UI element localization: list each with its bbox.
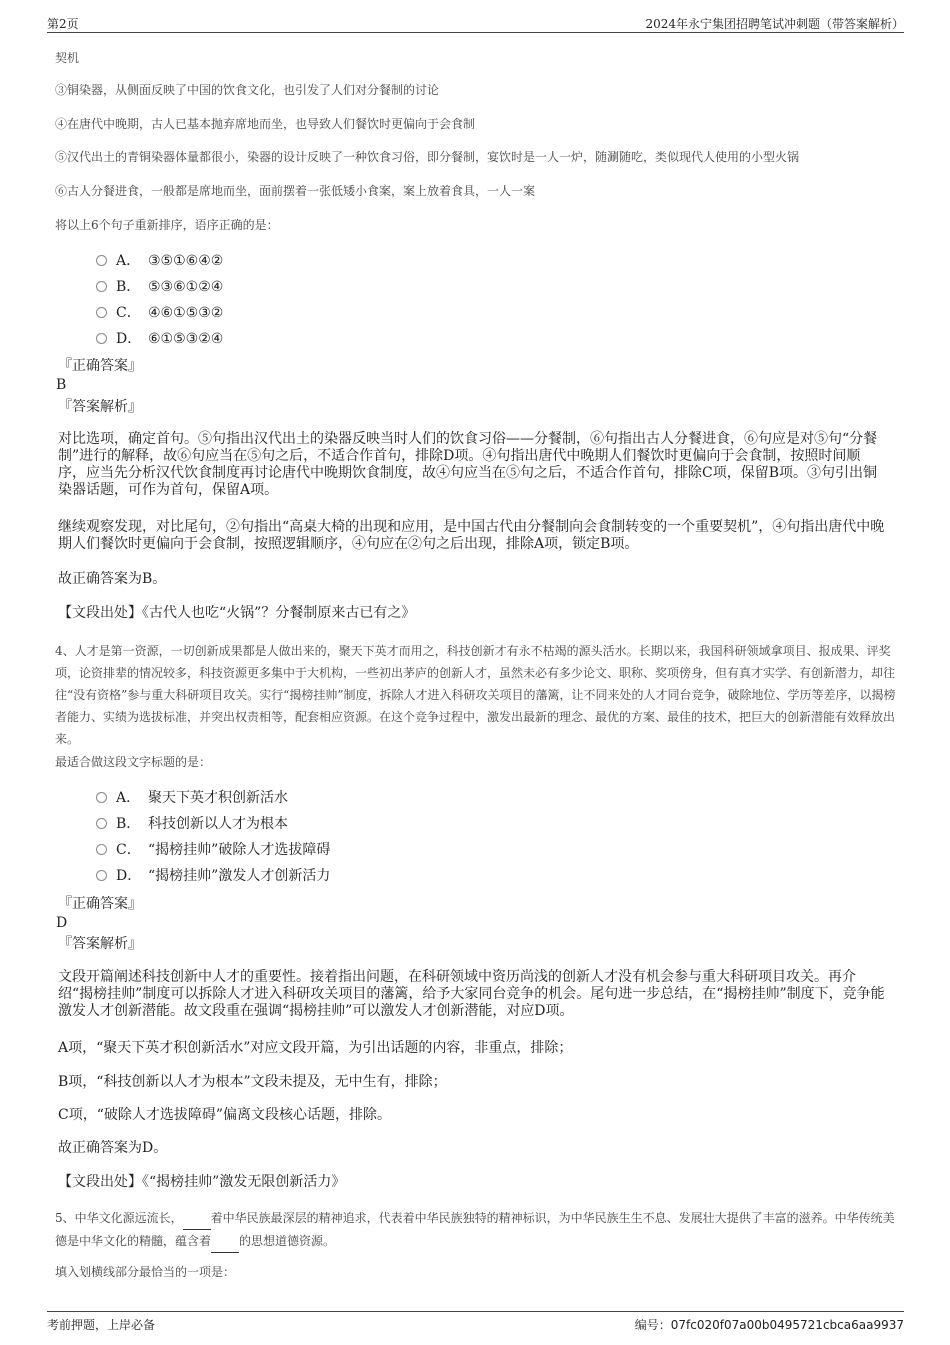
q4-analysis-label: 『答案解析』 [58,936,142,952]
q3-sentence-3: ③铜染器，从侧面反映了中国的饮食文化，也引发了人们对分餐制的讨论 [55,83,440,97]
q3-sentence-5: ⑤汉代出土的青铜染器体量都很小，染器的设计反映了一种饮食习俗，即分餐制，宴饮时是一人一炉，随涮随吃，类似现代人使用的小型火锅 [55,150,800,164]
q4-source: 【文段出处】《“揭榜挂帅”激发无限创新活力》 [58,1174,346,1190]
document-title: 2024年永宁集团招聘笔试冲刺题（带答案解析） [645,17,904,31]
q3-analysis-paragraph-2: 继续观察发现，对比尾句，②句指出“高桌大椅的出现和应用，是中国古代由分餐制向会食制转变的一个重要契机”，④句指出唐代中晚期人们餐饮时更偏向于会食制，按照逻辑顺序，④句应在②句之后出现，排除A项，锁定B项。 [58,519,885,552]
q5-blank-1[interactable] [183,1207,211,1230]
page-header [47,12,904,33]
q3-source: 【文段出处】《古代人也吃“火锅”？分餐制原来古已有之》 [58,605,416,621]
q4-answer: D [56,915,68,931]
q3-option-c[interactable]: C． ④⑥①⑤③② [96,303,223,323]
page-footer [47,1311,904,1334]
q4-option-b[interactable]: B． 科技创新以人才为根本 [96,814,288,834]
radio-icon[interactable] [96,792,107,803]
radio-icon[interactable] [96,307,107,318]
radio-icon[interactable] [96,844,107,855]
q3-option-d[interactable]: D． ⑥①⑤③②④ [96,329,223,349]
q4-prompt: 最适合做这段文字标题的是： [55,755,212,769]
q5-prompt: 填入划横线部分最恰当的一项是： [55,1265,236,1279]
footer-slogan: 考前押题，上岸必备 [47,1318,156,1332]
q4-analysis-option-a: A项，“聚天下英才积创新活水”对应文段开篇，为引出话题的内容，非重点，排除； [58,1040,573,1056]
q4-option-a[interactable]: A． 聚天下英才积创新活水 [96,788,288,808]
q3-option-a[interactable]: A． ③⑤①⑥④② [96,251,223,271]
q3-answer-label: 『正确答案』 [58,358,142,374]
q3-sentence-4: ④在唐代中晚期，古人已基本抛弃席地而坐，也导致人们餐饮时更偏向于会食制 [55,117,476,131]
q4-answer-label: 『正确答案』 [58,896,142,912]
page-number: 第2页 [47,17,79,31]
q4-conclusion: 故正确答案为D。 [58,1140,168,1156]
document-code: 07fc020f07a00b0495721cbca6aa9937 [670,1318,904,1332]
q5-stem: 5、中华文化源远流长， 着中华民族最深层的精神追求，代表着中华民族独特的精神标识，为中华民族生生不息、发展壮大提供了丰富的滋养。中华传统美德是中华文化的精髓，蕴含着 的思想道德资源。 [55,1207,897,1253]
q4-stem: 4、人才是第一资源，一切创新成果都是人做出来的，聚天下英才而用之，科技创新才有永不枯竭的源头活水。长期以来，我国科研领域拿项目、报成果、评奖项，论资排辈的情况较多，科技资源更多集中于大机构，一些初出茅庐的创新人才，虽然未必有多少论文、职称、奖项傍身，但有真才实学、有创新潜力，却往往“没有资格”参与重大科研项目攻关。实行“揭榜挂帅”制度，拆除人才进入科研攻关项目的藩篱，让不同来处的人才同台竞争，破除地位、学历等差序，以揭榜者能力、实绩为选拔标准，并突出权责相等，配套相应资源。在这个竞争过程中，激发出最新的理念、最优的方案、最佳的技术，把巨大的创新潜能有效释放出来。 [55,644,896,746]
q4-option-c[interactable]: C． “揭榜挂帅”破除人才选拔障碍 [96,840,330,860]
q3-continuation: 契机 [55,51,80,65]
q3-sentence-6: ⑥古人分餐进食，一般都是席地而坐，面前摆着一张低矮小食案，案上放着食具，一人一案 [55,184,536,198]
q3-conclusion: 故正确答案为B。 [58,571,167,587]
radio-icon[interactable] [96,870,107,881]
radio-icon[interactable] [96,281,107,292]
radio-icon[interactable] [96,818,107,829]
radio-icon[interactable] [96,255,107,266]
q3-answer: B [56,377,67,393]
radio-icon[interactable] [96,333,107,344]
q4-option-d[interactable]: D． “揭榜挂帅”激发人才创新活力 [96,866,330,886]
q4-analysis-option-b: B项，“科技创新以人才为根本”文段未提及，无中生有，排除； [58,1074,447,1090]
q3-option-b[interactable]: B． ⑤③⑥①②④ [96,277,223,297]
q4-analysis-option-c: C项，“破除人才选拔障碍”偏离文段核心话题，排除。 [58,1107,392,1123]
q5-blank-2[interactable] [211,1230,239,1253]
q3-analysis-paragraph-1: 对比选项，确定首句。⑤句指出汉代出土的染器反映当时人们的饮食习俗——分餐制，⑥句指出古人分餐进食，⑥句应是对⑤句“分餐制”进行的解释，故⑥句应当在⑤句之后，不适合作首句，排除D项。④句指出唐代中晚期人们餐饮时更偏向于会食制，按照时间顺序，应当先分析汉代饮食制度再讨论唐代中晚期饮食制度，故④句应当在⑤句之后，不适合作首句，排除C项，保留B项。③句引出铜染器话题，可作为首句，保留A项。 [58,431,878,498]
q3-prompt: 将以上6个句子重新排序，语序正确的是： [55,218,279,232]
q4-analysis-paragraph-1: 文段开篇阐述科技创新中人才的重要性。接着指出问题，在科研领域中资历尚浅的创新人才没有机会参与重大科研项目攻关。再介绍“揭榜挂帅”制度可以拆除人才进入科研攻关项目的藩篱，给予大家同台竞争的机会。尾句进一步总结，在“揭榜挂帅”制度下，竞争能激发人才创新潜能。故文段重在强调“揭榜挂帅”可以激发人才创新潜能，对应D项。 [58,969,885,1019]
q3-analysis-label: 『答案解析』 [58,399,142,415]
footer-code: 编号：07fc020f07a00b0495721cbca6aa9937 [634,1318,904,1332]
